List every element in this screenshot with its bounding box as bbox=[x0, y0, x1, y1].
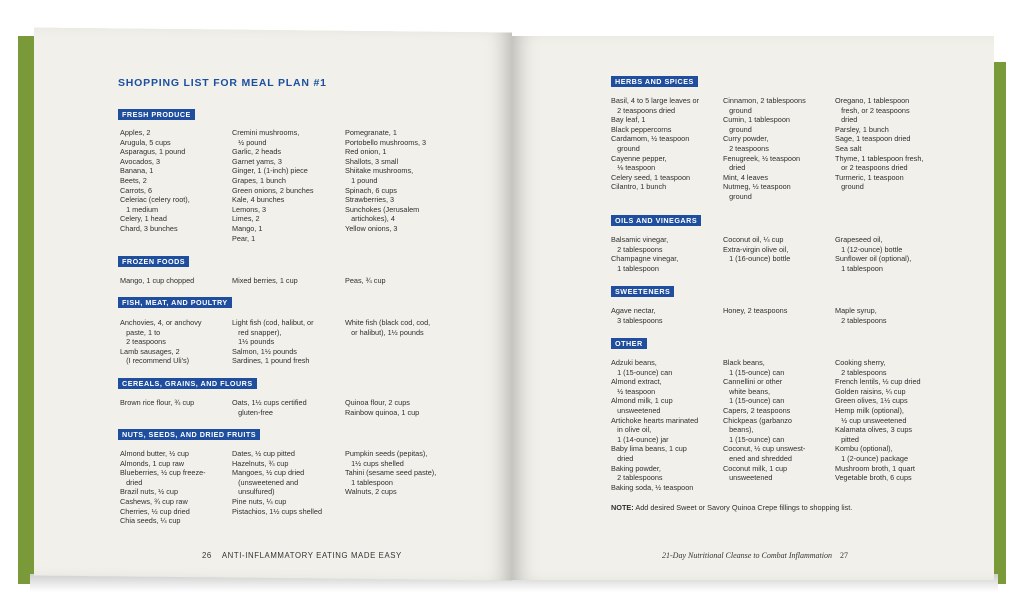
sweeteners-col-3 bbox=[835, 306, 887, 325]
list-item: Pomegranate, 1 bbox=[345, 128, 397, 137]
page-title: SHOPPING LIST FOR MEAL PLAN #1 bbox=[118, 77, 327, 89]
list-item: Arugula, 5 cups bbox=[120, 137, 171, 147]
list-item: red snapper), bbox=[232, 327, 282, 337]
nuts-col-2 bbox=[232, 449, 322, 516]
list-item: in olive oil, bbox=[611, 425, 652, 435]
list-item: Spinach, 6 cups bbox=[345, 185, 397, 195]
list-item: Mangoes, ½ cup dried bbox=[232, 468, 305, 478]
list-item: 1 (15-ounce) can bbox=[723, 367, 785, 377]
list-item: Shallots, 3 small bbox=[345, 156, 399, 166]
list-item: unsweetened bbox=[723, 473, 773, 483]
list-item: Nutmeg, ½ teaspoon bbox=[723, 182, 791, 192]
list-item: Thyme, 1 tablespoon fresh, bbox=[835, 153, 924, 163]
list-item: beans), bbox=[723, 425, 754, 435]
other-col-2 bbox=[723, 358, 805, 483]
list-item: Portobello mushrooms, 3 bbox=[345, 137, 427, 147]
list-item: Mushroom broth, 1 quart bbox=[835, 463, 915, 473]
section-heading-sweeteners: SWEETENERS bbox=[611, 286, 674, 297]
list-item: French lentils, ½ cup dried bbox=[835, 377, 921, 387]
list-item: Dates, ½ cup pitted bbox=[232, 449, 295, 458]
list-item: Coconut oil, ¼ cup bbox=[723, 235, 784, 244]
list-item: Basil, 4 to 5 large leaves or bbox=[611, 96, 700, 105]
list-item: White fish (black cod, cod, bbox=[345, 318, 431, 327]
list-item: Blueberries, ½ cup freeze- bbox=[120, 468, 206, 478]
right-page-number: 27 bbox=[840, 551, 848, 560]
list-item: 1 tablespoon bbox=[835, 263, 883, 273]
list-item: Cooking sherry, bbox=[835, 358, 886, 367]
list-item: Celeriac (celery root), bbox=[120, 195, 190, 205]
list-item: ened and shredded bbox=[723, 453, 792, 463]
list-item: Sardines, 1 pound fresh bbox=[232, 356, 310, 366]
list-item: Brown rice flour, ¾ cup bbox=[120, 398, 195, 407]
list-item: Sage, 1 teaspoon dried bbox=[835, 134, 911, 144]
list-item: Baking soda, ½ teaspoon bbox=[611, 482, 694, 492]
cereals-col-2 bbox=[232, 398, 307, 417]
list-item: Carrots, 6 bbox=[120, 185, 153, 195]
list-item: Lamb sausages, 2 bbox=[120, 346, 180, 356]
list-item: Grapes, 1 bunch bbox=[232, 175, 286, 185]
list-item: Extra-virgin olive oil, bbox=[723, 244, 789, 254]
list-item: Baking powder, bbox=[611, 463, 661, 473]
cereals-col-3 bbox=[345, 398, 419, 417]
list-item: Cremini mushrooms, bbox=[232, 128, 300, 137]
list-item: 2 tablespoons bbox=[611, 473, 663, 483]
list-item: Shiitake mushrooms, bbox=[345, 166, 414, 176]
list-item: 1 (15-ounce) can bbox=[723, 396, 785, 406]
list-item: Pumpkin seeds (pepitas), bbox=[345, 449, 428, 458]
list-item: dried bbox=[835, 115, 858, 125]
list-item: Apples, 2 bbox=[120, 128, 151, 137]
other-col-3 bbox=[835, 358, 921, 483]
list-item: Light fish (cod, halibut, or bbox=[232, 318, 314, 327]
list-item: Tahini (sesame seed paste), bbox=[345, 468, 437, 478]
list-item: Celery, 1 head bbox=[120, 214, 167, 224]
list-item: Chickpeas (garbanzo bbox=[723, 415, 792, 425]
list-item: Black beans, bbox=[723, 358, 765, 367]
list-item: or halibut), 1½ pounds bbox=[345, 327, 424, 337]
list-item: (unsweetened and bbox=[232, 477, 299, 487]
list-item: Asparagus, 1 pound bbox=[120, 147, 186, 157]
list-item: Hazelnuts, ¾ cup bbox=[232, 458, 289, 468]
list-item: 1 (15-ounce) can bbox=[723, 434, 785, 444]
list-item: Chard, 3 bunches bbox=[120, 223, 178, 233]
list-item: Agave nectar, bbox=[611, 306, 656, 315]
list-item: Cannellini or other bbox=[723, 377, 783, 387]
list-item: Mango, 1 cup chopped bbox=[120, 276, 195, 285]
list-item: Rainbow quinoa, 1 cup bbox=[345, 407, 420, 417]
left-page-footer bbox=[202, 551, 402, 560]
list-item: ½ cup unsweetened bbox=[835, 415, 907, 425]
section-heading-fresh-produce: FRESH PRODUCE bbox=[118, 109, 195, 120]
right-page-footer bbox=[662, 551, 848, 560]
section-heading-herbs-spices: HERBS AND SPICES bbox=[611, 76, 698, 87]
list-item: dried bbox=[120, 477, 143, 487]
list-item: Artichoke hearts marinated bbox=[611, 415, 699, 425]
list-item: Walnuts, 2 cups bbox=[345, 487, 397, 497]
list-item: artichokes), 4 bbox=[345, 214, 395, 224]
note-label: NOTE: bbox=[611, 503, 634, 512]
right-footer-title: 21-Day Nutritional Cleanse to Combat Inflammation bbox=[662, 551, 832, 560]
herbs-col-2 bbox=[723, 96, 806, 202]
section-heading-frozen-foods: FROZEN FOODS bbox=[118, 256, 189, 267]
list-item: ground bbox=[611, 143, 640, 153]
list-item: Coconut, ½ cup unswest- bbox=[723, 444, 806, 454]
list-item: 1 (15-ounce) can bbox=[611, 367, 673, 377]
fresh-produce-col-1 bbox=[120, 128, 190, 234]
fish-col-1 bbox=[120, 318, 202, 366]
list-item: Curry powder, bbox=[723, 134, 769, 144]
list-item: Sunchokes (Jerusalem bbox=[345, 204, 420, 214]
list-item: Brazil nuts, ½ cup bbox=[120, 487, 178, 497]
list-item: Strawberries, 3 bbox=[345, 195, 395, 205]
frozen-foods-col-1 bbox=[120, 276, 194, 286]
list-item: gluten-free bbox=[232, 407, 273, 417]
list-item: Pine nuts, ¼ cup bbox=[232, 496, 287, 506]
section-heading-nuts-seeds-dried-fruits: NUTS, SEEDS, AND DRIED FRUITS bbox=[118, 429, 260, 440]
list-item: 2 tablespoons bbox=[835, 367, 887, 377]
note-text: Add desired Sweet or Savory Quinoa Crepe fillings to shopping list. bbox=[633, 503, 853, 512]
section-heading-fish-meat-poultry: FISH, MEAT, AND POULTRY bbox=[118, 297, 232, 308]
left-page-number: 26 bbox=[202, 551, 212, 560]
list-item: dried bbox=[611, 453, 634, 463]
list-item: ground bbox=[723, 105, 752, 115]
list-item: ground bbox=[723, 124, 752, 134]
list-item: Kalamata olives, 3 cups bbox=[835, 425, 913, 435]
list-item: Fenugreek, ½ teaspoon bbox=[723, 153, 801, 163]
other-col-1 bbox=[611, 358, 698, 492]
list-item: Cardamom, ½ teaspoon bbox=[611, 134, 690, 144]
list-item: Banana, 1 bbox=[120, 166, 154, 176]
left-footer-title: ANTI-INFLAMMATORY EATING MADE EASY bbox=[221, 551, 402, 560]
list-item: Almond milk, 1 cup bbox=[611, 396, 673, 406]
list-item: Coconut milk, 1 cup bbox=[723, 463, 788, 473]
list-item: Hemp milk (optional), bbox=[835, 405, 904, 415]
list-item: 1 pound bbox=[345, 175, 378, 185]
list-item: 2 teaspoons bbox=[120, 337, 166, 347]
list-item: Almond extract, bbox=[611, 377, 662, 387]
sweeteners-col-1 bbox=[611, 306, 663, 325]
list-item: Grapeseed oil, bbox=[835, 235, 883, 244]
list-item: Mixed berries, 1 cup bbox=[232, 276, 298, 285]
list-item: Parsley, 1 bunch bbox=[835, 124, 889, 134]
list-item: Quinoa flour, 2 cups bbox=[345, 398, 410, 407]
list-item: 1½ cups shelled bbox=[345, 458, 404, 468]
nuts-col-1 bbox=[120, 449, 206, 526]
list-item: Champagne vinegar, bbox=[611, 254, 679, 264]
list-item: Bay leaf, 1 bbox=[611, 115, 646, 125]
list-item: Kombu (optional), bbox=[835, 444, 893, 454]
oils-col-3 bbox=[835, 235, 911, 273]
list-item: pitted bbox=[835, 434, 859, 444]
list-item: dried bbox=[723, 163, 746, 173]
list-item: Red onion, 1 bbox=[345, 147, 387, 157]
list-item: Salmon, 1½ pounds bbox=[232, 346, 297, 356]
oils-col-2 bbox=[723, 235, 790, 264]
list-item: ½ teaspoon bbox=[611, 386, 656, 396]
list-item: Anchovies, 4, or anchovy bbox=[120, 318, 202, 327]
list-item: 1 (12-ounce) bottle bbox=[835, 244, 903, 254]
list-item: unsweetened bbox=[611, 405, 661, 415]
list-item: 3 tablespoons bbox=[611, 315, 663, 325]
nuts-col-3 bbox=[345, 449, 436, 497]
fish-col-3 bbox=[345, 318, 430, 337]
list-item: Mango, 1 bbox=[232, 223, 263, 233]
list-item: Avocados, 3 bbox=[120, 156, 161, 166]
list-item: 2 teaspoons bbox=[723, 143, 769, 153]
list-item: 2 teaspoons dried bbox=[611, 105, 676, 115]
list-item: 1 tablespoon bbox=[611, 263, 659, 273]
frozen-foods-col-3 bbox=[345, 276, 386, 286]
list-item: Sea salt bbox=[835, 143, 862, 153]
list-item: Garlic, 2 heads bbox=[232, 147, 282, 157]
list-item: Balsamic vinegar, bbox=[611, 235, 669, 244]
list-item: Turmeric, 1 teaspoon bbox=[835, 172, 904, 182]
frozen-foods-col-2 bbox=[232, 276, 298, 286]
list-item: Cilantro, 1 bunch bbox=[611, 182, 667, 192]
list-item: Green onions, 2 bunches bbox=[232, 185, 314, 195]
list-item: 2 tablespoons bbox=[611, 244, 663, 254]
list-item: unsulfured) bbox=[232, 487, 275, 497]
list-item: Capers, 2 teaspoons bbox=[723, 405, 791, 415]
list-item: Cherries, ½ cup dried bbox=[120, 506, 190, 516]
list-item: Almonds, 1 cup raw bbox=[120, 458, 185, 468]
list-item: Kale, 4 bunches bbox=[232, 195, 285, 205]
list-item: Pistachios, 1½ cups shelled bbox=[232, 506, 323, 516]
shopping-note bbox=[611, 503, 852, 512]
list-item: Maple syrup, bbox=[835, 306, 877, 315]
list-item: 1 (16-ounce) bottle bbox=[723, 254, 791, 264]
list-item: 1 (14-ounce) jar bbox=[611, 434, 669, 444]
fresh-produce-col-2 bbox=[232, 128, 314, 243]
list-item: fresh, or 2 teaspoons bbox=[835, 105, 910, 115]
list-item: or 2 teaspoons dried bbox=[835, 163, 908, 173]
list-item: ground bbox=[723, 191, 752, 201]
list-item: Cashews, ¾ cup raw bbox=[120, 496, 188, 506]
list-item: 1 medium bbox=[120, 204, 159, 214]
list-item: Cayenne pepper, bbox=[611, 153, 667, 163]
list-item: Celery seed, 1 teaspoon bbox=[611, 172, 691, 182]
list-item: Oregano, 1 tablespoon bbox=[835, 96, 910, 105]
list-item: Golden raisins, ¼ cup bbox=[835, 386, 906, 396]
herbs-col-1 bbox=[611, 96, 699, 192]
list-item: white beans, bbox=[723, 386, 771, 396]
sweeteners-col-2 bbox=[723, 306, 787, 316]
list-item: Vegetable broth, 6 cups bbox=[835, 473, 912, 483]
list-item: Honey, 2 teaspoons bbox=[723, 306, 788, 315]
fish-col-2 bbox=[232, 318, 314, 366]
section-heading-other: OTHER bbox=[611, 338, 647, 349]
list-item: Green olives, 1½ cups bbox=[835, 396, 908, 406]
list-item: ⅛ teaspoon bbox=[611, 163, 656, 173]
list-item: 1½ pounds bbox=[232, 337, 275, 347]
list-item: Limes, 2 bbox=[232, 214, 260, 224]
list-item: Cumin, 1 tablespoon bbox=[723, 115, 790, 125]
list-item: Beets, 2 bbox=[120, 175, 147, 185]
list-item: 2 tablespoons bbox=[835, 315, 887, 325]
list-item: Adzuki beans, bbox=[611, 358, 657, 367]
list-item: paste, 1 to bbox=[120, 327, 161, 337]
list-item: ½ pound bbox=[232, 137, 267, 147]
fresh-produce-col-3 bbox=[345, 128, 426, 234]
list-item: Black peppercorns bbox=[611, 124, 672, 134]
herbs-col-3 bbox=[835, 96, 923, 192]
section-heading-cereals-grains-flours: CEREALS, GRAINS, AND FLOURS bbox=[118, 378, 257, 389]
oils-col-1 bbox=[611, 235, 678, 273]
cereals-col-1 bbox=[120, 398, 194, 408]
list-item: Ginger, 1 (1-inch) piece bbox=[232, 166, 308, 176]
list-item: 1 (2-ounce) package bbox=[835, 453, 909, 463]
list-item: Cinnamon, 2 tablespoons bbox=[723, 96, 806, 105]
list-item: Chia seeds, ¼ cup bbox=[120, 516, 181, 526]
list-item: (I recommend Uli's) bbox=[120, 356, 190, 366]
list-item: Yellow onions, 3 bbox=[345, 223, 398, 233]
list-item: Baby lima beans, 1 cup bbox=[611, 444, 687, 454]
list-item: Peas, ¾ cup bbox=[345, 276, 386, 285]
list-item: 1 tablespoon bbox=[345, 477, 393, 487]
list-item: Pear, 1 bbox=[232, 233, 256, 243]
list-item: Mint, 4 leaves bbox=[723, 172, 769, 182]
section-heading-oils-vinegars: OILS AND VINEGARS bbox=[611, 215, 701, 226]
list-item: Oats, 1½ cups certified bbox=[232, 398, 307, 407]
list-item: Lemons, 3 bbox=[232, 204, 267, 214]
list-item: Almond butter, ½ cup bbox=[120, 449, 189, 458]
list-item: Garnet yams, 3 bbox=[232, 156, 282, 166]
list-item: Sunflower oil (optional), bbox=[835, 254, 912, 264]
list-item: ground bbox=[835, 182, 864, 192]
